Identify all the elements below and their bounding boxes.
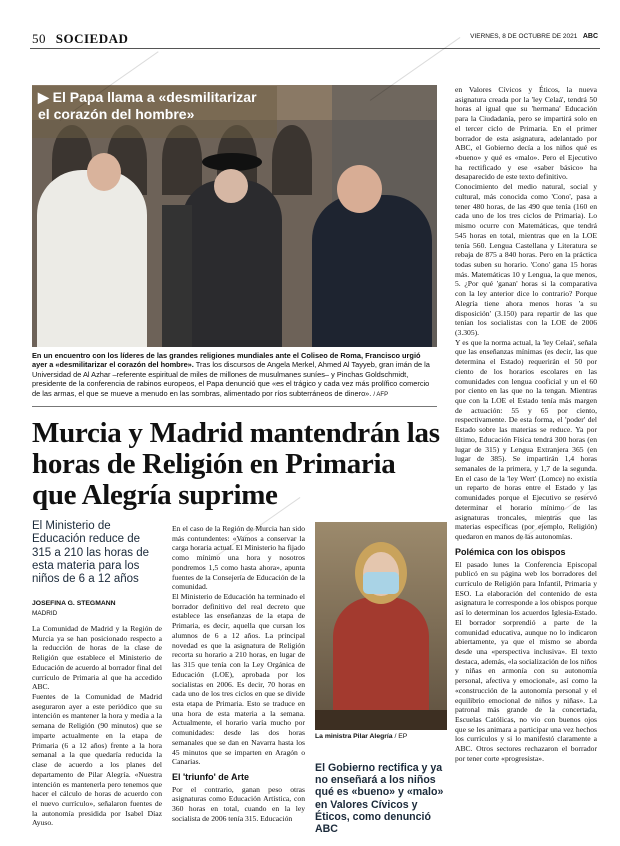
minister-caption-text: La ministra Pilar Alegría bbox=[315, 733, 393, 740]
subhead-obispos: Polémica con los obispos bbox=[455, 546, 566, 557]
caption-credit: / AFP bbox=[373, 391, 389, 398]
minister-caption bbox=[315, 733, 407, 740]
header-rule bbox=[30, 48, 600, 49]
paper-name: ABC bbox=[582, 33, 598, 40]
article-column-1: La Comunidad de Madrid y la Región de Murcia ya se han posicionado respecto a la reducción de horas de la clase de Religión que establece el Ministerio de Educación de acuerdo al borrador final del currículo de Primaria al que ha accedido ABC. Fuentes de la Comunidad de Madrid aseguraron ayer a este periódico que su intención es mantener la hora y media a la semana de Religión (90 minutos) que se imparte actualmente en la etapa de Primaria (6 a 12 años) frente a la hora semanal a la que quedaría reducida la clase de acuerdo a los planes del departamento de Pilar Alegría. «Nuestra intención es mantenerla pero tenemos que hacer el cálculo de horas de acuerdo con el nuevo currículo», señalaron fuentes de la autonomía presidida por Isabel Díaz Ayuso. bbox=[32, 624, 162, 828]
header-date-block bbox=[470, 33, 598, 40]
article-headline: Murcia y Madrid mantendrán las horas de Religión en Primaria que Alegría suprime bbox=[32, 417, 440, 511]
article-author: JOSEFINA G. STEGMANN bbox=[32, 600, 116, 607]
page-header bbox=[32, 31, 128, 47]
article-summary: El Ministerio de Educación reduce de 315 a 210 las horas de esta materia para los niños de 6 a 12 años bbox=[32, 520, 150, 586]
photo-caption bbox=[32, 351, 437, 400]
caption-body: Tras los discursos de Angela Merkel, Ahmed Al Tayyeb, gran imán de la Universidad de Al Azhar –referente espiritual de miles de millones de musulmanes suníes– y Pinchas Goldschmidt, presidente de la conferencia de rabinos europeos, el Papa denunció que «es el trágico y cada vez más prolífico comercio de las armas, el que se mueve a menudo en las sombras, alimentado por ríos subterráneos de dinero». bbox=[32, 360, 430, 398]
section-title: SOCIEDAD bbox=[55, 31, 129, 46]
article-column-2 bbox=[172, 524, 305, 824]
section-divider bbox=[32, 406, 437, 407]
caption-lead: En un encuentro con los líderes de las grandes religiones mundiales ante el Coliseo de Roma, Francisco urgió ayer a «desmilitarizar el corazón del hombre». bbox=[32, 351, 421, 370]
issue-date: VIERNES, 8 DE OCTUBRE DE 2021 bbox=[470, 33, 578, 40]
photo-banner: ▶ El Papa llama a «desmilitarizar el corazón del hombre» bbox=[32, 86, 277, 138]
article-column-3 bbox=[455, 85, 597, 764]
column-2-text-b: Por el contrario, ganan peso otras asignaturas como Educación Artística, con 360 horas en total, cuando en la ley socialista de 2006 tenía 315. Educación bbox=[172, 784, 305, 823]
column-2-text: En el caso de la Región de Murcia han sido más contundentes: «Vamos a conservar la carga horaria actual. El Ministerio ha fijado como mínimo una hora y nosotros pondremos 1,5 como hasta ahora», apunta fuentes de la Consejería de Educación de la comunidad. El Ministerio de Educación ha terminado el borrador definitivo del real decreto que establece las enseñanzas de la etapa de Primaria, es decir, aquella que cursan los alumnos de 6 a 12 años. La principal novedad es que la asignatura de Religión recorta su horario a 210 horas, en lugar de las 315 que tenía con la Ley Orgánica de Educación (LOE), aprobada por los socialistas en 2006. Es decir, 70 horas en cada uno de los tres ciclos en que se divide esta etapa de Primaria. Esto se traduce en una hora de esta materia a la semana. Actualmente, el horario varía mucho por comunidades: desde las dos horas semanales que se dan en Navarra hasta los 45 minutos que se imparten en Aragón o Canarias. bbox=[172, 524, 305, 767]
column-3-text: en Valores Cívicos y Éticos, la nueva asignatura creada por la 'ley Celaá', tendrá 50 horas al igual que su 'hermana' Educación para la Ciudadanía, pero se impartirá solo en el tercer ciclo de Primaria. En el primer borrador de esta asignatura, adelantado por ABC, el Gobierno decía a los niños qué es «bueno» y qué es «malo». Pero el Ejecutivo ha rectificado y ese «saber básico» ha desaparecido de este texto definitivo. Conocimiento del medio natural, social y cultural, más conocida como 'Cono', pasa a tener 480 horas, de las 490 que tenía (160 en cada uno de los tres ciclos de Primaria). Lo mismo ocurre con Matemáticas, que tendrá 545 horas en total, mientras que en la LOE tenía 560. Lengua Castellana y Literatura se rebaja de 875 a 840 horas. Pero en la práctica todas suben su horario. 'Cono' gana 15 horas más. Matemáticas 10 y Lengua, la que menos, 5. ¿Por qué 'ganan' horas si la comparativa con la ley anterior dice lo contrario? Porque Alegría tiene ahora menos horas 'a su disposición' (3.150) para repartir de las que tenían los socialistas con la LOE de 2006 (3.305). Y es que la norma actual, la 'ley Celaá', señala que las enseñanzas mínimas (es decir, las que determina el Estado) requerirán el 50 por ciento de los horarios escolares en las comunidades con lengua cooficial y un el 60 por ciento en las que no la tengan. Mientras que con la LOE el Estado tenía más margen de actuación: 55 y 65 por ciento, respectivamente. De esta forma, el 'poder' del Estado sobre las materias se reduce. Ya por último, Educación Física tendrá 300 horas (en lugar de 315) y Lengua Extranjera 365 (en lugar de 385). Se impartirán 1,4 horas semanales de la primera, y 1,7 de la segunda. En el caso de la 'ley Wert' (Lomce) no existía un reparto de horas entre el Estado y las comunidades porque el Ejecutivo se reservó determinar el horario mínimo de las asignaturas troncales, mientras que las materias específicas (por ejemplo, Religión) quedaron en manos de las autonomías. bbox=[455, 85, 597, 542]
article-place: MADRID bbox=[32, 610, 58, 617]
minister-caption-credit: / EP bbox=[394, 733, 408, 740]
page-number: 50 bbox=[32, 31, 46, 46]
pull-quote: El Gobierno rectifica y ya no enseñará a los niños qué es «bueno» y «malo» en Valores Cívicos y Éticos, como denunció ABC bbox=[315, 762, 444, 836]
column-3-text-b: El pasado lunes la Conferencia Episcopal publicó en su página web los borradores del currículo de Religión para Infantil, Primaria y ESO. La elaboración del contenido de esta asignatura le corresponde a los obispos porque así lo determinan los acuerdos Iglesia-Estado. El borrador sorprendió a parte de la comunidad educativa, aunque no lo indicaron abiertamente, ya que el mismo se aborda desde una «perspectiva inclusiva». El texto destaca, además, «la socialización de los niños y niñas en armonía con su autonomía personal, afectiva y emocional», así como la «construcción de la autonomía personal y el equilibrio emocional de niños y niñas». La patronal más grande de la concertada, Escuelas Católicas, no vio con buenos ojos que se les animara a participar una vez hechos los currículos y si lo manifestó claramente a ABC. Otros sectores rechazaron el borrador por tener corte «progresista». bbox=[455, 559, 597, 763]
minister-photo bbox=[315, 522, 447, 730]
subhead-arte: El 'triunfo' de Arte bbox=[172, 771, 249, 782]
